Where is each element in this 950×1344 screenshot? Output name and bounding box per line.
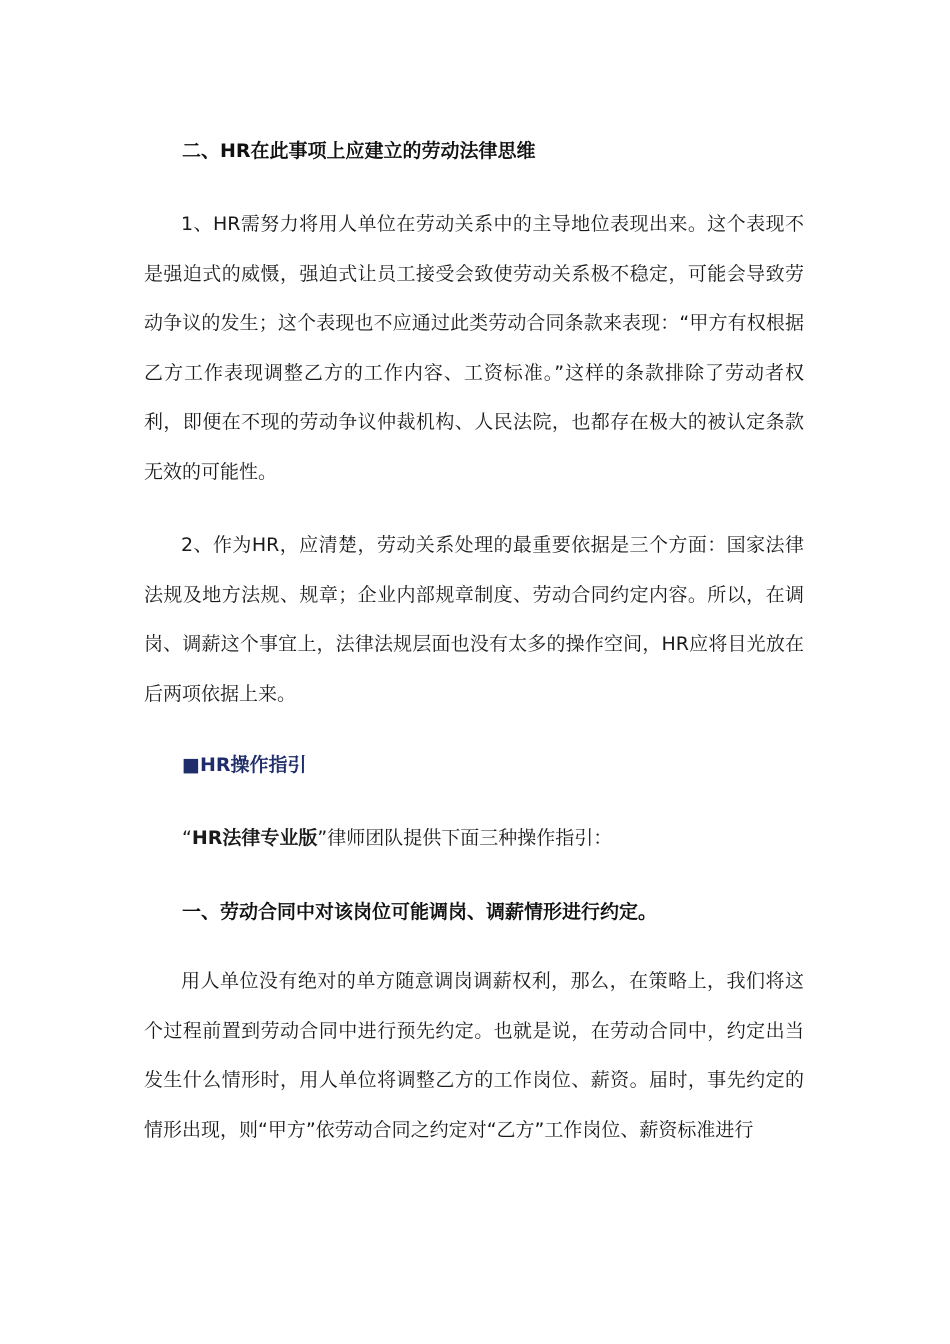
- intro-rest-text: ”律师团队提供下面三种操作指引：: [317, 827, 613, 849]
- hr-guide-heading: ■HR操作指引: [182, 754, 307, 776]
- guide-1-heading: 一、劳动合同中对该岗位可能调岗、调薪情形进行约定。: [182, 901, 658, 923]
- guide-intro-line: [182, 825, 612, 851]
- guide-1-paragraph: 用人单位没有绝对的单方随意调岗调薪权利，那么，在策略上，我们将这个过程前置到劳动合同中进行预先约定。也就是说，在劳动合同中，约定出当发生什么情形时，用人单位将调整乙方的工作岗位、薪资。届时，事先约定的情形出现，则“甲方”依劳动合同之约定对“乙方”工作岗位、薪资标准进行: [144, 970, 804, 1141]
- intro-brand-name: HR法律专业版: [191, 827, 318, 849]
- section-2-heading: 二、HR在此事项上应建立的劳动法律思维: [182, 140, 536, 162]
- point-1-paragraph: 1、HR需努力将用人单位在劳动关系中的主导地位表现出来。这个表现不是强迫式的威慑，强迫式让员工接受会致使劳动关系极不稳定，可能会导致劳动争议的发生；这个表现也不应通过此类劳动合同条款来表现：“甲方有权根据乙方工作表现调整乙方的工作内容、工资标准。”这样的条款排除了劳动者权利，即便在不现的劳动争议仲裁机构、人民法院，也都存在极大的被认定条款无效的可能性。: [144, 213, 804, 483]
- intro-open-quote: “: [182, 827, 192, 849]
- point-2-paragraph: 2、作为HR，应清楚，劳动关系处理的最重要依据是三个方面：国家法律法规及地方法规、规章；企业内部规章制度、劳动合同约定内容。所以，在调岗、调薪这个事宜上，法律法规层面也没有太多的操作空间，HR应将目光放在后两项依据上来。: [144, 534, 804, 705]
